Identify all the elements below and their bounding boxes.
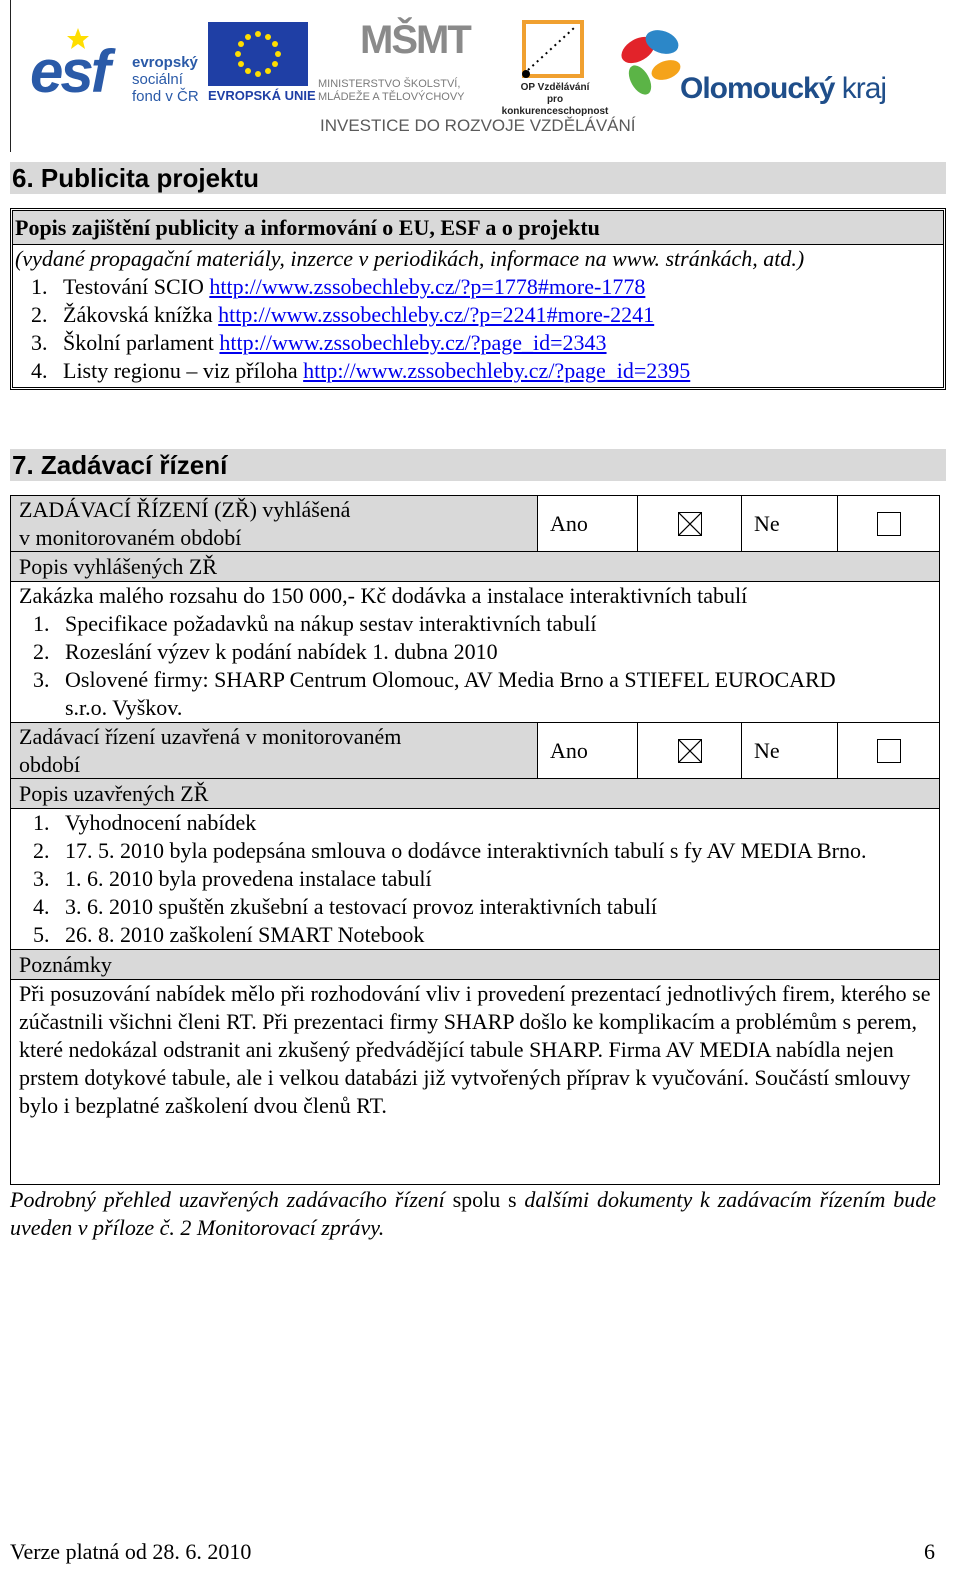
publicity-list (13, 273, 943, 385)
publicity-link[interactable]: http://www.zssobechleby.cz/?p=2241#more-2241 (218, 302, 655, 327)
publicity-item (53, 357, 943, 385)
closed-desc (11, 809, 939, 950)
op-emblem-icon (496, 18, 614, 82)
publicity-box (10, 208, 946, 390)
publicity-item (53, 301, 943, 329)
closed-item: 4. 3. 6. 2010 spuštěn zkušební a testovací provoz interaktivních tabulí (55, 893, 931, 921)
op-logo (496, 18, 614, 117)
version-text: Verze platná od 28. 6. 2010 (10, 1539, 252, 1564)
closed-no-checkbox[interactable] (877, 739, 901, 763)
procurement-box (10, 495, 940, 1185)
publicity-link[interactable]: http://www.zssobechleby.cz/?page_id=2343 (219, 330, 607, 355)
kraj-name: Olomoucký (680, 72, 835, 105)
closed-list (19, 809, 939, 949)
esf-logo (30, 22, 210, 112)
esf-line2: sociální (132, 71, 183, 88)
olomoucky-kraj-logo (616, 20, 916, 110)
checkbox-cross-icon (679, 513, 701, 535)
esf-line1: evropský (132, 54, 198, 71)
closed-item: 3. 1. 6. 2010 byla provedena instalace tabulí (55, 865, 931, 893)
checkbox-cross-icon (679, 740, 701, 762)
announced-label-line1: ZADÁVACÍ ŘÍZENÍ (ZŘ) vyhlášená (19, 496, 351, 522)
publicity-item (53, 273, 943, 301)
closed-yes-cell (637, 723, 741, 778)
announced-no-cell (837, 496, 939, 551)
notes-header: Poznámky (11, 950, 939, 980)
publicity-item (53, 329, 943, 357)
closed-label-line1: Zadávací řízení uzavřená v monitorovaném (19, 723, 402, 749)
closed-label-line2: období (19, 751, 81, 777)
footnote-italic2: dalšími dokumenty k zadávacím řízením bude uveden v příloze č. 2 Monitorovací zprávy. (10, 1187, 936, 1240)
section7-title: 7. Zadávací řízení (10, 449, 946, 481)
closed-item: 5. 26. 8. 2010 zaškolení SMART Notebook (55, 921, 931, 949)
announced-row (11, 496, 939, 552)
announced-yes-label: Ano (537, 496, 637, 551)
closed-item: 1. Vyhodnocení nabídek (55, 809, 931, 837)
publicity-link[interactable]: http://www.zssobechleby.cz/?p=1778#more-1778 (209, 274, 646, 299)
notes-text: Při posuzování nabídek mělo při rozhodování vliv i provedení prezentací jednotlivých firem, kterého se zúčastnili všichni členi RT. Při prezentaci firmy SHARP došlo ke komplikacím a problémům s perem, které nedokázal odstranit ani zkušený předvádějící tabule SHARP. Firma AV MEDIA nabídla nejen prstem dotykové tabule, ale i velkou databázi již vytvořených příprav k vyučování. Součástí smlouvy bylo i bezplatné zaškolení dvou členů RT. (19, 981, 931, 1118)
announced-yes-checkbox[interactable] (678, 512, 702, 536)
announced-item: 3. Oslovené firmy: SHARP Centrum Olomouc, AV Media Brno a STIEFEL EUROCARD s.r.o. Vyškov. (55, 666, 839, 722)
closed-label (11, 723, 537, 778)
page-number: 6 (924, 1539, 935, 1564)
esf-line3: fond v ČR (132, 88, 199, 105)
announced-item: 1. Specifikace požadavků na nákup sestav interaktivních tabulí (55, 610, 839, 638)
closed-item: 2. 17. 5. 2010 byla podepsána smlouva o dodávce interaktivních tabulí s fy AV MEDIA Brno. (55, 837, 931, 865)
logo-strip (0, 0, 960, 140)
announced-label-line2: v monitorovaném období (19, 524, 242, 550)
footnote-italic1: Podrobný přehled uzavřených zadávacího řízení (10, 1187, 445, 1212)
footnote (10, 1186, 936, 1242)
announced-no-checkbox[interactable] (877, 512, 901, 536)
announced-desc (11, 582, 939, 723)
closed-yes-checkbox[interactable] (678, 739, 702, 763)
msmt-line1: MINISTERSTVO ŠKOLSTVÍ, (318, 78, 461, 90)
esf-caption (132, 54, 199, 105)
publicity-box-header: Popis zajištění publicity a informování o EU, ESF a o projektu (13, 211, 943, 245)
announced-no-label: Ne (741, 496, 837, 551)
publicity-item-text: Listy regionu – viz příloha (63, 358, 304, 383)
announced-yes-cell (637, 496, 741, 551)
msmt-caption (318, 78, 465, 104)
announced-label (11, 496, 537, 551)
kraj-text (680, 72, 886, 106)
closed-no-cell (837, 723, 939, 778)
closed-desc-header: Popis uzavřených ZŘ (11, 779, 939, 809)
closed-yes-label: Ano (537, 723, 637, 778)
announced-desc-header: Popis vyhlášených ZŘ (11, 552, 939, 582)
esf-big-text: esf (30, 38, 108, 105)
slogan: INVESTICE DO ROZVOJE VZDĚLÁVÁNÍ (320, 116, 636, 135)
announced-item: 2. Rozeslání výzev k podání nabídek 1. dubna 2010 (55, 638, 839, 666)
eu-label: EVROPSKÁ UNIE (208, 88, 316, 103)
msmt-logo (318, 18, 490, 108)
kraj-suffix: kraj (841, 72, 887, 105)
closed-row (11, 723, 939, 779)
publicity-item-text: Testování SCIO (63, 274, 210, 299)
publicity-item-text: Školní parlament (63, 330, 220, 355)
msmt-line2: MLÁDEŽE A TĚLOVÝCHOVY (318, 91, 465, 103)
op-caption (496, 82, 614, 118)
eu-logo (208, 22, 316, 108)
op-line1: OP Vzdělávání (520, 82, 590, 93)
publicity-intro: (vydané propagační materiály, inzerce v periodikách, informace na www. stránkách, atd.) (15, 246, 805, 271)
footnote-plain: spolu s (444, 1187, 525, 1212)
announced-list (19, 610, 939, 722)
op-line2: pro konkurenceschopnost (501, 94, 609, 117)
kraj-flower-icon (616, 20, 686, 108)
publicity-link[interactable]: http://www.zssobechleby.cz/?page_id=2395 (303, 358, 691, 383)
closed-no-label: Ne (741, 723, 837, 778)
page-footer (10, 1537, 935, 1567)
eu-flag-icon (208, 22, 308, 86)
announced-desc-intro: Zakázka malého rozsahu do 150 000,- Kč dodávka a instalace interaktivních tabulí (19, 583, 748, 608)
msmt-big-text: MŠMT (360, 18, 470, 62)
section6-title: 6. Publicita projektu (10, 162, 946, 194)
publicity-item-text: Žákovská knížka (63, 302, 219, 327)
